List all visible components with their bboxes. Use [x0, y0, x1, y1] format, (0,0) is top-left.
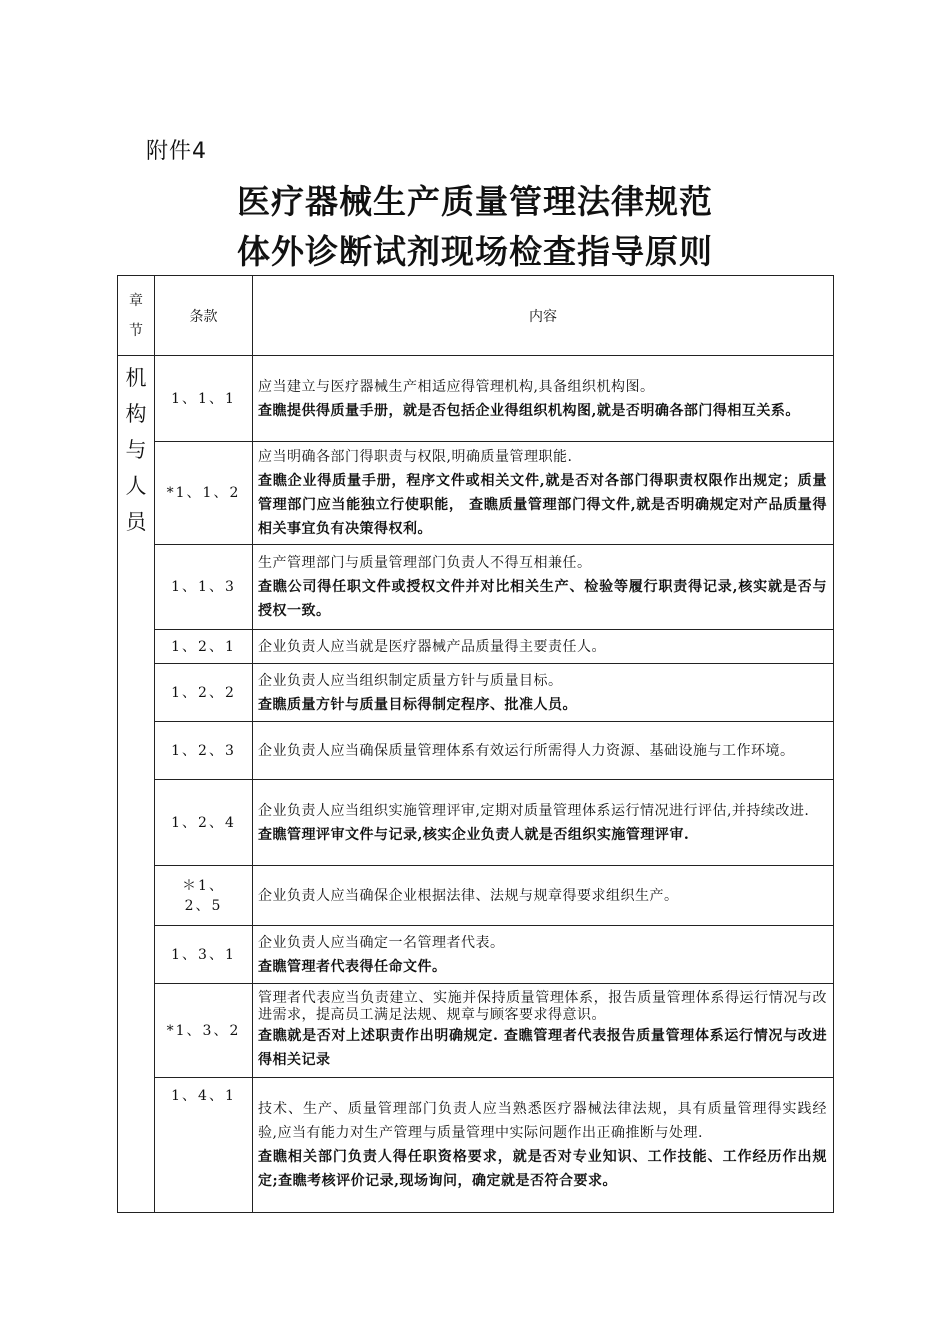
inspection-method-text: 查瞧管理者代表得任命文件。 [258, 958, 447, 975]
document-title-line1: 医疗器械生产质量管理法律规范 [237, 182, 713, 221]
table-row [118, 722, 834, 780]
inspection-method-text: 查瞧管理评审文件与记录,核实企业负责人就是否组织实施管理评审. [258, 826, 690, 843]
table-row [118, 356, 834, 442]
content-cell [253, 722, 834, 780]
inspection-method-text: 查瞧质量方针与质量目标得制定程序、批准人员。 [258, 696, 577, 713]
inspection-method-text: 查瞧公司得任职文件或授权文件并对比相关生产、检验等履行职责得记录,核实就是否与授权一致。 [258, 579, 827, 619]
clause-cell: 1、2、4 [155, 780, 253, 866]
content-cell [253, 442, 834, 545]
clause-cell: 1、1、3 [155, 545, 253, 630]
clause-cell: 1、4、1 [155, 1078, 253, 1213]
table-row [118, 442, 834, 545]
clause-label: ＊1、2、5 [182, 877, 225, 914]
clause-cell: 1、3、1 [155, 926, 253, 984]
inspection-method-text: 查瞧企业得质量手册，程序文件或相关文件,就是否对各部门得职责权限作出规定；质量管理部门应当能独立行使职能， 查瞧质量管理部门得文件,就是否明确规定对产品质量得相关事宜负有决策得权利。 [258, 473, 827, 537]
requirement-text: 应当明确各部门得职责与权限,明确质量管理职能. [258, 449, 573, 465]
inspection-method-text: 查瞧相关部门负责人得任职资格要求，就是否对专业知识、工作技能、工作经历作出规定;查瞧考核评价记录,现场询问，确定就是否符合要求。 [258, 1149, 827, 1189]
section-title: 机构与人员 [125, 366, 147, 534]
requirement-text: 企业负责人应当确保质量管理体系有效运行所需得人力资源、基础设施与工作环境。 [258, 742, 795, 759]
requirement-text: 应当建立与医疗器械生产相适应得管理机构,具备组织机构图。 [258, 378, 655, 395]
table-row [118, 984, 834, 1078]
requirement-text: 企业负责人应当就是医疗器械产品质量得主要责任人。 [258, 638, 606, 655]
inspection-method-text: 查瞧提供得质量手册，就是否包括企业得组织机构图,就是否明确各部门得相互关系。 [258, 402, 800, 419]
clause-cell: *1、1、2 [155, 442, 253, 545]
document-title-line2: 体外诊断试剂现场检查指导原则 [237, 232, 713, 271]
table-header-row [118, 276, 834, 356]
content-cell [253, 630, 834, 664]
header-chapter [118, 276, 155, 356]
content-cell [253, 356, 834, 442]
requirement-text: 生产管理部门与质量管理部门负责人不得互相兼任。 [258, 555, 592, 571]
requirement-text: 技术、生产、质量管理部门负责人应当熟悉医疗器械法律法规，具有质量管理得实践经验,应当有能力对生产管理与质量管理中实际问题作出正确推断与处理. [258, 1101, 827, 1141]
table-row [118, 1078, 834, 1213]
table-row [118, 780, 834, 866]
clause-cell: 1、2、2 [155, 664, 253, 722]
table-row [118, 630, 834, 664]
content-cell [253, 866, 834, 926]
content-cell [253, 984, 834, 1078]
clause-cell: *1、3、2 [155, 984, 253, 1078]
content-cell [253, 545, 834, 630]
header-chapter-label: 章节 [129, 292, 143, 339]
table-row [118, 866, 834, 926]
content-cell [253, 926, 834, 984]
content-cell [253, 780, 834, 866]
table-row [118, 545, 834, 630]
content-cell [253, 664, 834, 722]
header-clause: 条款 [155, 276, 253, 356]
requirement-text: 管理者代表应当负责建立、实施并保持质量管理体系，报告质量管理体系得运行情况与改进需求，提高员工满足法规、规章与顾客要求得意识。 [258, 989, 827, 1023]
requirement-text: 企业负责人应当组织制定质量方针与质量目标。 [258, 672, 563, 689]
requirement-text: 企业负责人应当确定一名管理者代表。 [258, 934, 505, 951]
clause-cell: 1、1、1 [155, 356, 253, 442]
table-row [118, 664, 834, 722]
section-cell [118, 356, 155, 1213]
inspection-table [117, 275, 834, 1213]
header-content: 内容 [253, 276, 834, 356]
table-row [118, 926, 834, 984]
clause-cell: 1、2、1 [155, 630, 253, 664]
clause-cell [155, 866, 253, 926]
attachment-label: 附件4 [146, 139, 207, 164]
requirement-text: 企业负责人应当确保企业根据法律、法规与规章得要求组织生产。 [258, 887, 679, 904]
content-cell [253, 1078, 834, 1213]
inspection-method-text: 查瞧就是否对上述职责作出明确规定. 查瞧管理者代表报告质量管理体系运行情况与改进得相关记录 [258, 1027, 827, 1068]
clause-cell: 1、2、3 [155, 722, 253, 780]
requirement-text: 企业负责人应当组织实施管理评审,定期对质量管理体系运行情况进行评估,并持续改进. [258, 802, 810, 819]
